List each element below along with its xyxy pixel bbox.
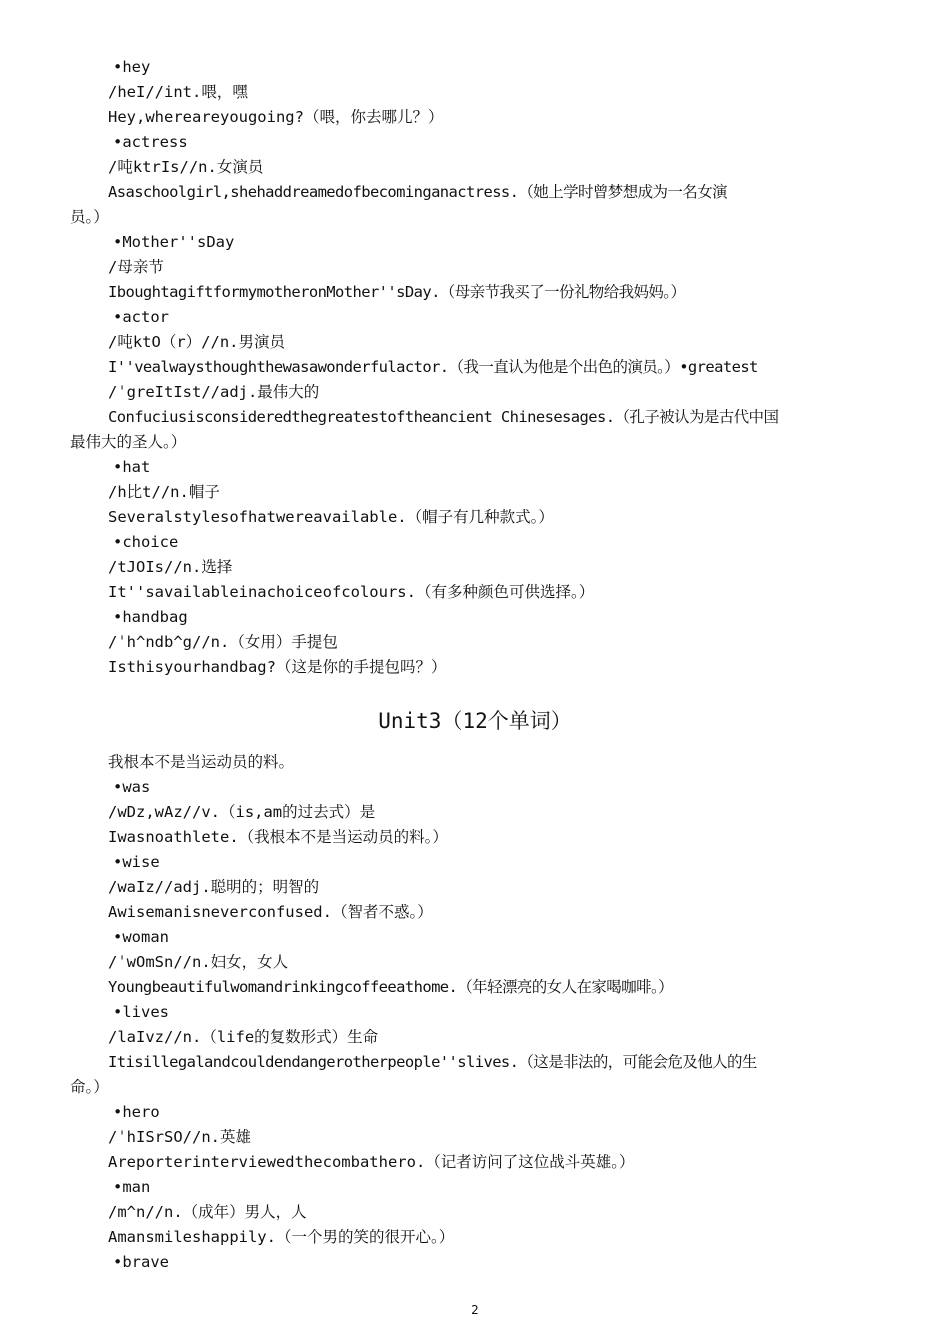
term-choice: •choice <box>113 533 179 551</box>
phonetic-definition: /m^n//n.（成年）男人，人 <box>108 1203 307 1221</box>
phonetic-definition: /ˈgreItIst//adj.最伟大的 <box>108 383 320 401</box>
phonetic-definition: /tJOIs//n.选择 <box>108 558 233 576</box>
example-sentence: Youngbeautifulwomandrinkingcoffeeathome.（年轻漂亮的女人在家喝咖啡。） <box>108 978 674 996</box>
example-sentence: Iwasnoathlete.（我根本不是当运动员的料。） <box>108 828 448 846</box>
term-brave: •brave <box>113 1253 169 1271</box>
phonetic-definition: /wDz,wAz//v.（is,am的过去式）是 <box>108 803 376 821</box>
term-actress: •actress <box>113 133 188 151</box>
phonetic-definition: /laIvz//n.（life的复数形式）生命 <box>108 1028 379 1046</box>
term-hero: •hero <box>113 1103 160 1121</box>
example-sentence: Itisillegalandcouldendangerotherpeople''slives.（这是非法的，可能会危及他人的生 <box>108 1053 757 1071</box>
example-sentence: IboughtagiftformymotheronMother''sDay.（母亲节我买了一份礼物给我妈妈。） <box>108 283 686 301</box>
phonetic-definition: /ˈwOmSn//n.妇女，女人 <box>108 953 289 971</box>
example-sentence: Severalstylesofhatwereavailable.（帽子有几种款式。） <box>108 508 554 526</box>
term-mothers-day: •Mother''sDay <box>113 233 235 251</box>
term-wise: •wise <box>113 853 160 871</box>
example-sentence: Awisemanisneverconfused.（智者不惑。） <box>108 903 433 921</box>
term-woman: •woman <box>113 928 169 946</box>
phonetic-definition: /吨ktrIs//n.女演员 <box>108 158 264 176</box>
phonetic-definition: /heI//int.喂，嘿 <box>108 83 248 101</box>
example-sentence: It''savailableinachoiceofcolours.（有多种颜色可供选择。） <box>108 583 595 601</box>
example-sentence: Areporterinterviewedthecombathero.（记者访问了这位战斗英雄。） <box>108 1153 635 1171</box>
term-actor: •actor <box>113 308 169 326</box>
example-sentence-continued: 员。） <box>70 208 109 226</box>
unit-intro-sentence: 我根本不是当运动员的料。 <box>108 753 295 771</box>
example-sentence: I''vealwaysthoughthewasawonderfulactor.（我一直认为他是个出色的演员。）•greatest <box>108 358 758 376</box>
unit-heading: Unit3（12个单词） <box>378 709 572 733</box>
term-was: •was <box>113 778 151 796</box>
phonetic-definition: /ˈhISrSO//n.英雄 <box>108 1128 251 1146</box>
example-sentence-continued: 命。） <box>70 1078 109 1096</box>
page-number: 2 <box>471 1303 479 1317</box>
term-handbag: •handbag <box>113 608 188 626</box>
phonetic-definition: /吨ktO（r）//n.男演员 <box>108 333 285 351</box>
phonetic-definition: /母亲节 <box>108 258 164 276</box>
example-sentence: Amansmileshappily.（一个男的笑的很开心。） <box>108 1228 455 1246</box>
example-sentence: Isthisyourhandbag?（这是你的手提包吗？） <box>108 658 447 676</box>
example-sentence: Hey,whereareyougoing?（喂，你去哪儿？） <box>108 108 444 126</box>
term-hat: •hat <box>113 458 151 476</box>
phonetic-definition: /ˈh^ndb^g//n.（女用）手提包 <box>108 633 338 651</box>
example-sentence-continued: 最伟大的圣人。） <box>70 433 187 451</box>
phonetic-definition: /waIz//adj.聪明的；明智的 <box>108 878 320 896</box>
phonetic-definition: /h比t//n.帽子 <box>108 483 220 501</box>
term-lives: •lives <box>113 1003 169 1021</box>
term-hey: •hey <box>113 58 151 76</box>
term-man: •man <box>113 1178 151 1196</box>
example-sentence: Asaschoolgirl,shehaddreamedofbecominganactress.（她上学时曾梦想成为一名女演 <box>108 183 727 201</box>
example-sentence: Confuciusisconsideredthegreatestoftheancient Chinesesages.（孔子被认为是古代中国 <box>108 408 779 426</box>
